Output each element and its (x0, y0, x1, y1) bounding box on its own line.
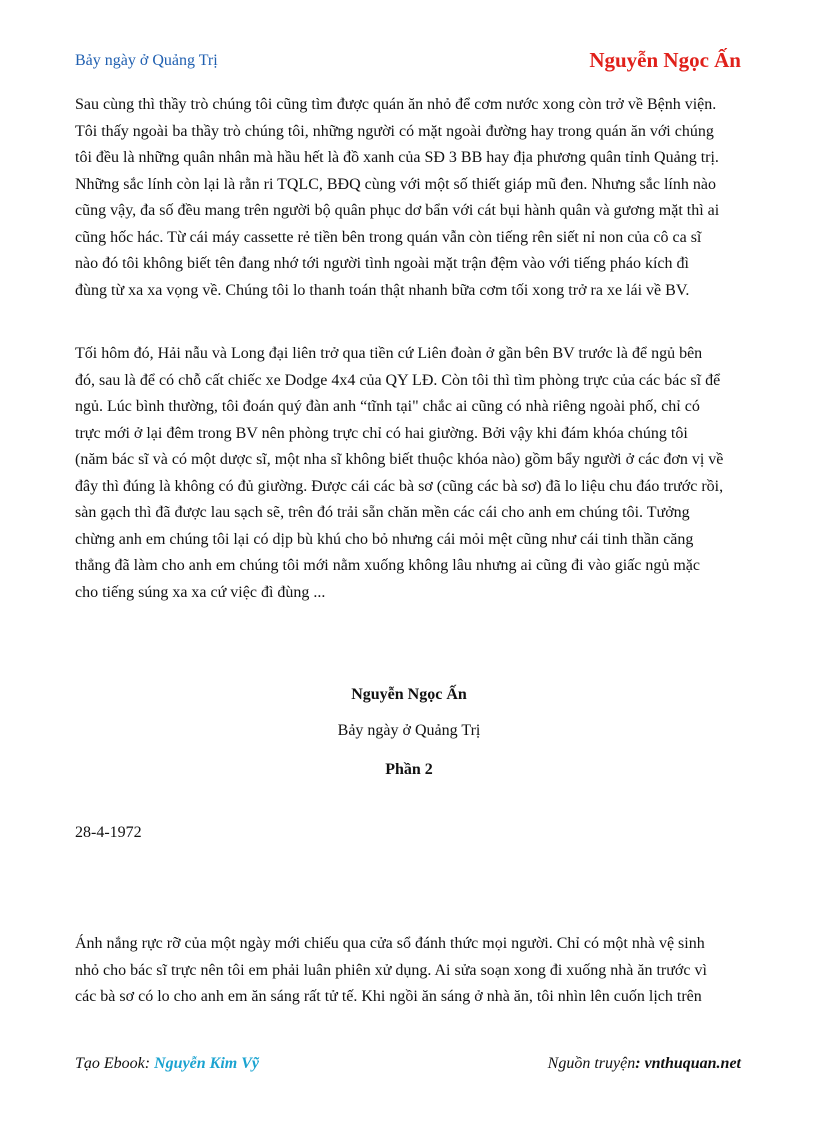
section-part-heading: Phần 2 (385, 761, 433, 778)
paragraph-2 (75, 341, 751, 606)
header-book-title: Bảy ngày ở Quảng Trị (75, 52, 218, 69)
footer-source-label: Nguồn truyện (547, 1055, 636, 1072)
footer-ebook-separator: : (144, 1055, 151, 1072)
footer-ebook-credit (75, 1055, 259, 1073)
text-line: trực mới ở lại đêm trong BV nên phòng trực chỉ có hai giường. Bởi vậy khi đám khóa chúng tôi (75, 424, 688, 442)
text-line: Ánh nắng rực rỡ của một ngày mới chiếu qua cửa sổ đánh thức mọi người. Chỉ có một nhà vệ sinh (75, 935, 705, 952)
text-line: tôi đều là những quân nhân mà hầu hết là đồ xanh của SĐ 3 BB hay địa phương quân tỉnh Quảng trị. (75, 149, 719, 166)
section-author: Nguyễn Ngọc Ấn (351, 686, 467, 703)
text-line: cho tiếng súng xa xa cứ việc đì đùng ... (75, 583, 326, 601)
page-footer (75, 1055, 741, 1079)
text-line: đùng từ xa xa vọng về. Chúng tôi lo thanh toán thật nhanh bữa cơm tối xong trở ra xe lái về BV. (75, 281, 690, 299)
text-line: Tôi thấy ngoài ba thầy trò chúng tôi, những người có mặt ngoài đường hay trong quán ăn với chúng (75, 122, 714, 140)
entry-date: 28-4-1972 (75, 824, 142, 841)
text-line: Tối hôm đó, Hải nẫu và Long đại liên trở qua tiền cứ Liên đoàn ở gần bên BV trước là để ngủ bên (75, 345, 703, 362)
header-author: Nguyễn Ngọc Ấn (589, 48, 741, 72)
footer-source-separator: : (635, 1055, 641, 1072)
footer-source-site: vnthuquan.net (644, 1055, 741, 1072)
text-line: các bà sơ có lo cho anh em ăn sáng rất tử tế. Khi ngồi ăn sáng ở nhà ăn, tôi nhìn lên cuốn lịch trên (75, 988, 702, 1005)
text-line: Những sắc lính còn lại là rằn ri TQLC, BĐQ cùng với một số thiết giáp mũ đen. Nhưng sắc lính nào (75, 175, 716, 193)
text-line: đây thì đúng là không có đủ giường. Được cái các bà sơ (cũng các bà sơ) đã lo liệu chu đáo trước rồi, (75, 477, 724, 495)
text-line: ngủ. Lúc bình thường, tôi đoán quý đàn anh “tĩnh tại" chắc ai cũng có nhà riêng ngoài phố, chỉ có (75, 398, 700, 415)
text-line: nào đó tôi không biết tên đang nhớ tới người tình ngoài mặt trận đệm vào với tiếng pháo kích đì (75, 255, 689, 272)
footer-ebook-label: Tạo Ebook (75, 1055, 145, 1072)
text-line: Sau cùng thì thầy trò chúng tôi cũng tìm được quán ăn nhỏ để cơm nước xong còn trở về Bệnh viện. (75, 96, 717, 113)
text-line: thẳng đã làm cho anh em chúng tôi mới nằm xuống không lâu nhưng ai cũng đi vào giấc ngủ mặc (75, 557, 700, 574)
footer-ebook-name: Nguyễn Kim Vỹ (154, 1055, 259, 1072)
page-header (75, 48, 741, 78)
footer-source-credit (548, 1055, 741, 1073)
text-line: (năm bác sĩ và có một dược sĩ, một nha sĩ không biết thuộc khóa nào) gồm bẩy người ở các đơn vị về (75, 451, 724, 468)
text-line: đó, sau là để có chỗ cất chiếc xe Dodge 4x4 của QY LĐ. Còn tôi thì tìm phòng trực của các bác sĩ để (75, 371, 721, 389)
paragraph-1 (75, 92, 751, 304)
section-title: Bảy ngày ở Quảng Trị (337, 722, 481, 739)
paragraph-3 (75, 931, 751, 1011)
text-line: cũng vậy, đa số đều mang trên người bộ quân phục dơ bẩn với cát bụi hành quân và gương mặt thì ai (75, 202, 720, 219)
text-line: nhỏ cho bác sĩ trực nên tôi em phải luân phiên xử dụng. Ai sửa soạn xong đi xuống nhà ăn trước vì (75, 961, 707, 979)
text-line: sàn gạch thì đã được lau sạch sẽ, trên đó trải sẵn chăn mền các cái cho anh em chúng tôi. Tưởng (75, 504, 690, 521)
text-line: cũng hốc hác. Từ cái máy cassette rẻ tiền bên trong quán vẫn còn tiếng rên siết nỉ non của cô ca sĩ (75, 228, 702, 246)
text-line: chừng anh em chúng tôi lại có dịp bù khú cho bỏ nhưng cái mỏi mệt cũng như cái tinh thần căng (75, 530, 694, 548)
